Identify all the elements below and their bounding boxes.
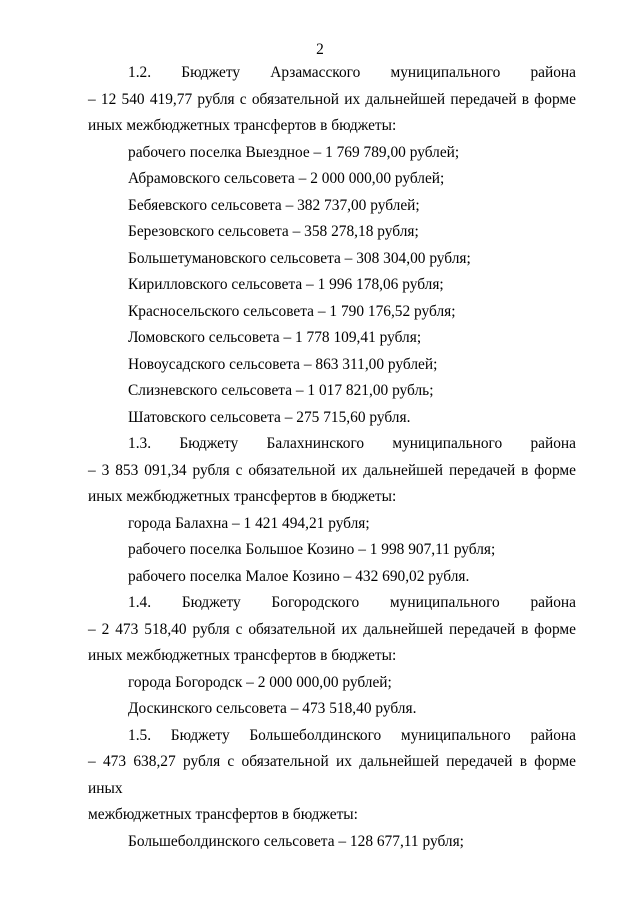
heading-word: муниципального bbox=[390, 64, 501, 81]
section-heading bbox=[88, 590, 576, 670]
heading-word: района bbox=[530, 594, 576, 611]
heading-line: – 3 853 091,34 рубля с обязательной их дальнейшей передачей в форме bbox=[88, 461, 576, 479]
list-item: Шатовского сельсовета – 275 715,60 рубля. bbox=[128, 408, 411, 426]
heading-line: иных межбюджетных трансфертов в бюджеты: bbox=[88, 647, 397, 664]
list-item: города Богородск – 2 000 000,00 рублей; bbox=[128, 673, 392, 691]
list-item: Большеболдинского сельсовета – 128 677,11 рубля; bbox=[128, 832, 464, 850]
heading-word: муниципального bbox=[389, 594, 500, 611]
section-number: 1.3. bbox=[128, 435, 152, 452]
heading-word: муниципального bbox=[392, 435, 503, 452]
section-heading bbox=[88, 723, 576, 829]
heading-line: иных межбюджетных трансфертов в бюджеты: bbox=[88, 117, 397, 134]
heading-word: района bbox=[530, 435, 576, 452]
heading-line: – 2 473 518,40 рубля с обязательной их дальнейшей передачей в форме bbox=[88, 620, 576, 638]
section-heading-first-line bbox=[88, 723, 576, 750]
page-number: 2 bbox=[316, 41, 324, 58]
section-heading bbox=[88, 60, 576, 140]
list-item: Слизневского сельсовета – 1 017 821,00 рубль; bbox=[128, 382, 434, 399]
heading-line: – 473 638,27 рубля с обязательной их дальнейшей передачей в форме иных bbox=[88, 753, 576, 797]
list-item: Березовского сельсовета – 358 278,18 рубля; bbox=[128, 223, 419, 240]
list-item: рабочего поселка Большое Козино – 1 998 907,11 рубля; bbox=[128, 541, 496, 558]
list-item: Большетумановского сельсовета – 308 304,00 рубля; bbox=[128, 249, 471, 267]
section-heading-first-line bbox=[88, 590, 576, 617]
heading-line: межбюджетных трансфертов в бюджеты: bbox=[88, 806, 358, 823]
heading-word: Большеболдинского bbox=[249, 726, 382, 744]
list-item: Доскинского сельсовета – 473 518,40 рубля. bbox=[128, 700, 417, 717]
list-item: Красносельского сельсовета – 1 790 176,52 рубля; bbox=[128, 302, 456, 320]
list-item: Бебяевского сельсовета – 382 737,00 рублей; bbox=[128, 196, 420, 214]
section-number: 1.2. bbox=[128, 64, 152, 81]
list-item: рабочего поселка Выездное – 1 769 789,00 рублей; bbox=[128, 143, 460, 161]
section-number: 1.4. bbox=[128, 594, 152, 611]
heading-word: Бюджету bbox=[181, 64, 241, 81]
heading-word: Бюджету bbox=[181, 594, 241, 611]
heading-word: Балахнинского bbox=[266, 435, 365, 452]
section-number: 1.5. bbox=[128, 726, 152, 744]
heading-line: иных межбюджетных трансфертов в бюджеты: bbox=[88, 488, 397, 505]
section-heading-first-line bbox=[88, 431, 576, 458]
section-heading-first-line bbox=[88, 60, 576, 87]
list-item: Новоусадского сельсовета – 863 311,00 рублей; bbox=[128, 355, 438, 373]
heading-word: Арзамасского bbox=[270, 64, 361, 81]
heading-line: – 12 540 419,77 рубля с обязательной их дальнейшей передачей в форме bbox=[88, 90, 576, 108]
heading-word: Богородского bbox=[271, 594, 360, 611]
heading-word: района bbox=[530, 64, 576, 81]
list-item: Абрамовского сельсовета – 2 000 000,00 рублей; bbox=[128, 170, 445, 187]
heading-word: муниципального bbox=[400, 726, 511, 744]
document-body bbox=[88, 60, 576, 855]
list-item: Ломовского сельсовета – 1 778 109,41 рубля; bbox=[128, 329, 422, 346]
list-item: города Балахна – 1 421 494,21 рубля; bbox=[128, 514, 370, 532]
list-item: рабочего поселка Малое Козино – 432 690,02 рубля. bbox=[128, 567, 470, 585]
section-heading bbox=[88, 431, 576, 511]
heading-word: района bbox=[530, 726, 576, 744]
heading-word: Бюджету bbox=[179, 435, 239, 452]
list-item: Кирилловского сельсовета – 1 996 178,06 рубля; bbox=[128, 276, 444, 293]
heading-word: Бюджету bbox=[170, 726, 230, 744]
